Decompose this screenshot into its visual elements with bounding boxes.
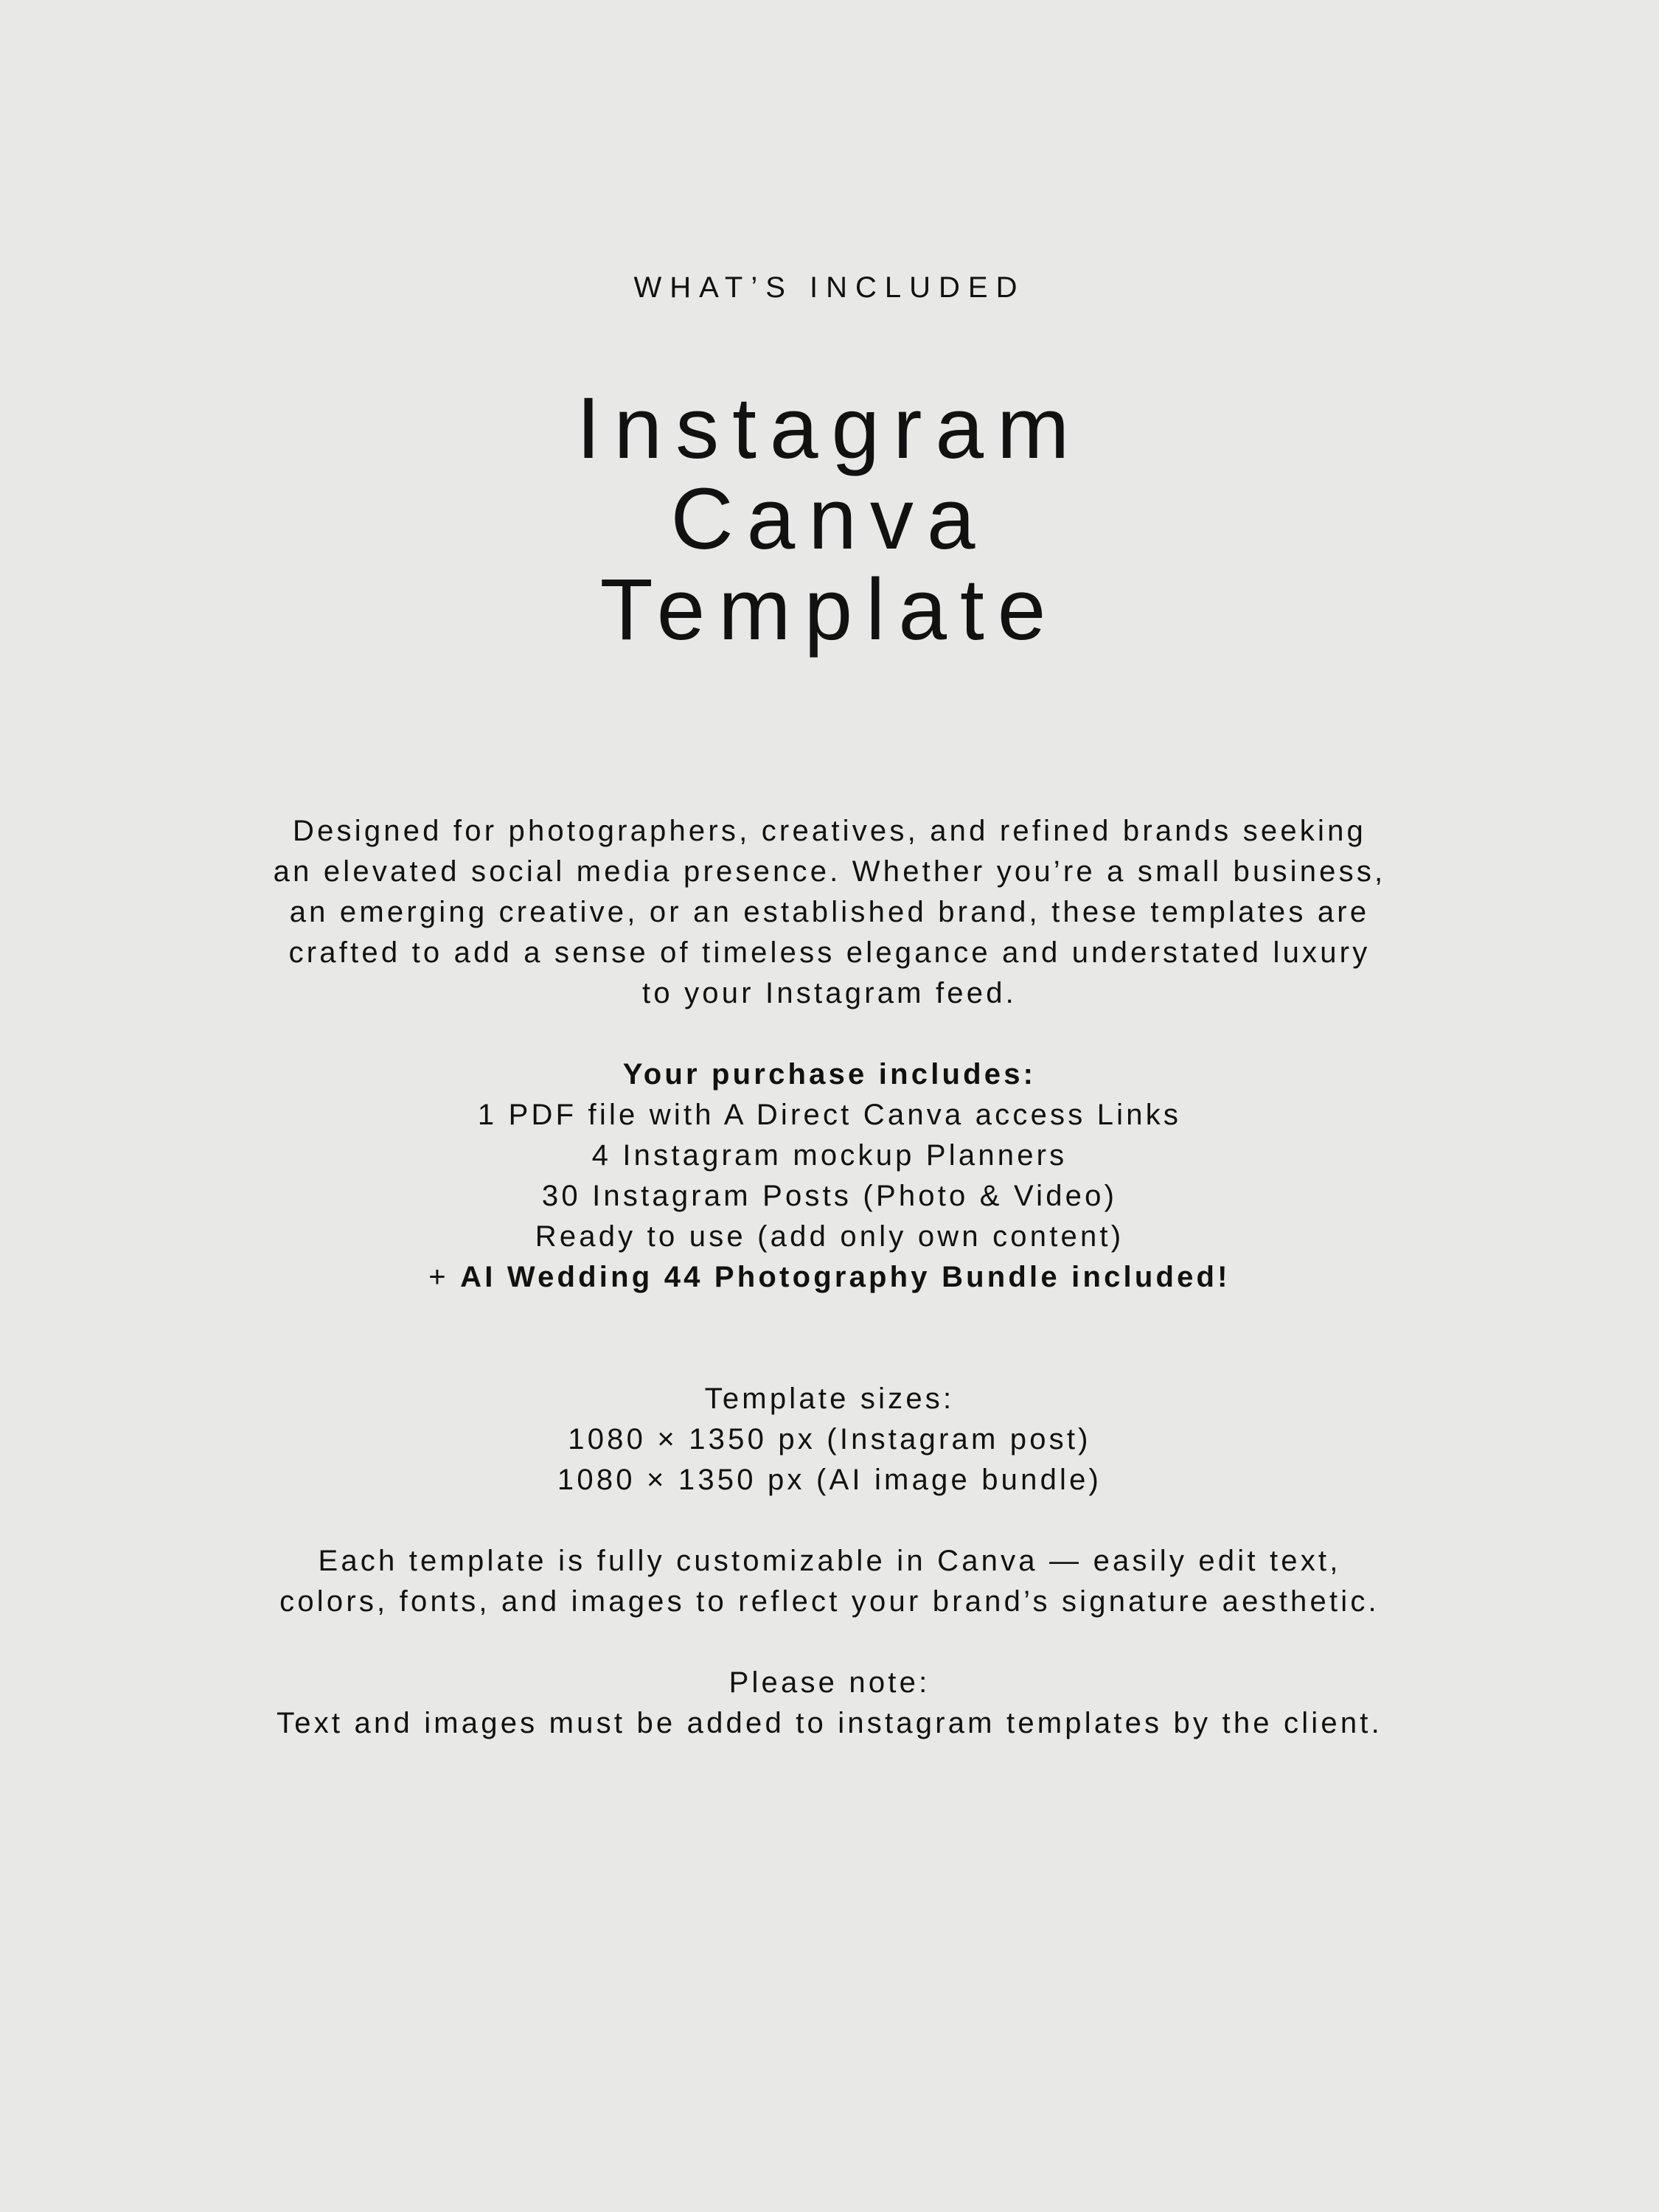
- customize-line: Each template is fully customizable in Canva — easily edit text,: [318, 1545, 1341, 1577]
- spacer: [184, 1500, 1475, 1541]
- section-eyebrow: WHAT’S INCLUDED: [633, 271, 1026, 304]
- description-line: crafted to add a sense of timeless elegance and understated luxury: [288, 936, 1371, 969]
- size-item: 1080 × 1350 px (Instagram post): [568, 1423, 1091, 1455]
- purchase-item: Ready to use (add only own content): [535, 1220, 1124, 1253]
- purchase-list: [184, 1054, 1475, 1298]
- title-line-1: Instagram: [576, 380, 1083, 477]
- purchase-item: 1 PDF file with A Direct Canva access Links: [477, 1099, 1182, 1131]
- note-text: Text and images must be added to instagram templates by the client.: [276, 1707, 1382, 1739]
- description-line: to your Instagram feed.: [642, 977, 1017, 1009]
- customize-line: colors, fonts, and images to reflect your brand’s signature aesthetic.: [279, 1585, 1380, 1618]
- note-paragraph: [184, 1663, 1475, 1744]
- title-line-2: Canva: [670, 470, 989, 568]
- size-item: 1080 × 1350 px (AI image bundle): [557, 1464, 1102, 1496]
- note-heading: Please note:: [728, 1666, 931, 1699]
- purchase-item: 30 Instagram Posts (Photo & Video): [541, 1180, 1118, 1212]
- description-line: an elevated social media presence. Whether you’re a small business,: [273, 855, 1386, 888]
- description-paragraph: [184, 811, 1475, 1014]
- title-line-3: Template: [599, 561, 1060, 658]
- page-title: [0, 380, 1659, 658]
- template-sizes: [184, 1379, 1475, 1500]
- body-text: [184, 811, 1475, 1744]
- bonus-text: AI Wedding 44 Photography Bundle included!: [460, 1261, 1231, 1293]
- purchase-item: 4 Instagram mockup Planners: [591, 1139, 1068, 1172]
- purchase-bonus: [184, 1257, 1475, 1298]
- spacer: [184, 1014, 1475, 1054]
- sizes-heading: Template sizes:: [704, 1382, 955, 1415]
- spacer: [184, 1298, 1475, 1379]
- spacer: [184, 1622, 1475, 1663]
- description-line: an emerging creative, or an established brand, these templates are: [289, 896, 1370, 928]
- bonus-prefix: +: [428, 1261, 461, 1293]
- description-line: Designed for photographers, creatives, and refined brands seeking: [293, 815, 1366, 847]
- purchase-heading: Your purchase includes:: [622, 1058, 1037, 1091]
- customize-paragraph: [184, 1541, 1475, 1622]
